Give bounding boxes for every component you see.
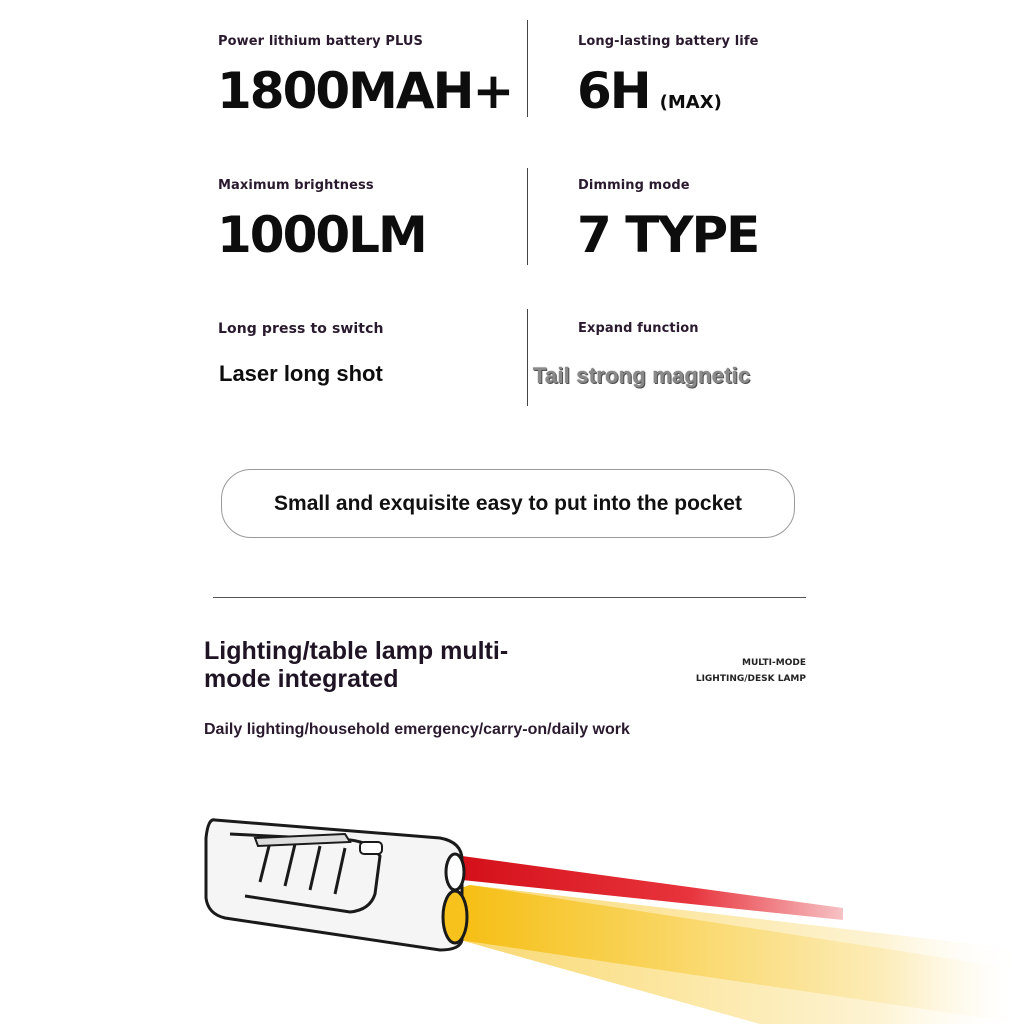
mode-tag-line2: LIGHTING/DESK LAMP [695,674,806,684]
pocket-banner [221,469,795,538]
section-divider [213,597,806,598]
spec-label-switch: Long press to switch [218,321,384,337]
battery-life-hours: 6H [577,62,650,120]
laser-lens [446,854,464,890]
divider-row1 [527,20,528,117]
power-button [360,842,382,854]
spec-label-battery-life: Long-lasting battery life [578,34,759,49]
mode-tag-line1: MULTI-MODE [742,658,806,668]
spec-value-expand: Tail strong magnetic [533,363,751,388]
section-subtitle: Daily lighting/household emergency/carry-on/daily work [204,721,630,738]
spec-value-battery-life [577,62,722,120]
pocket-banner-text: Small and exquisite easy to put into the pocket [274,491,742,515]
divider-row2 [527,168,528,265]
section-headline-line2: mode integrated [204,665,399,693]
spec-label-brightness: Maximum brightness [218,178,374,193]
flashlight-illustration [0,790,1024,1024]
spec-label-expand: Expand function [578,321,699,336]
spec-value-battery: 1800MAH+ [217,62,513,120]
flood-lens [443,891,467,943]
divider-row3 [527,309,528,406]
spec-value-switch: Laser long shot [219,361,383,386]
mode-tag [696,655,806,687]
section-headline-line1: Lighting/table lamp multi- [204,637,509,665]
spec-label-dimming: Dimming mode [578,178,690,193]
battery-life-suffix: (MAX) [659,92,722,113]
spec-value-brightness: 1000LM [217,206,426,264]
section-headline [204,637,564,693]
spec-value-dimming: 7 TYPE [577,206,759,264]
spec-label-battery: Power lithium battery PLUS [218,34,423,49]
